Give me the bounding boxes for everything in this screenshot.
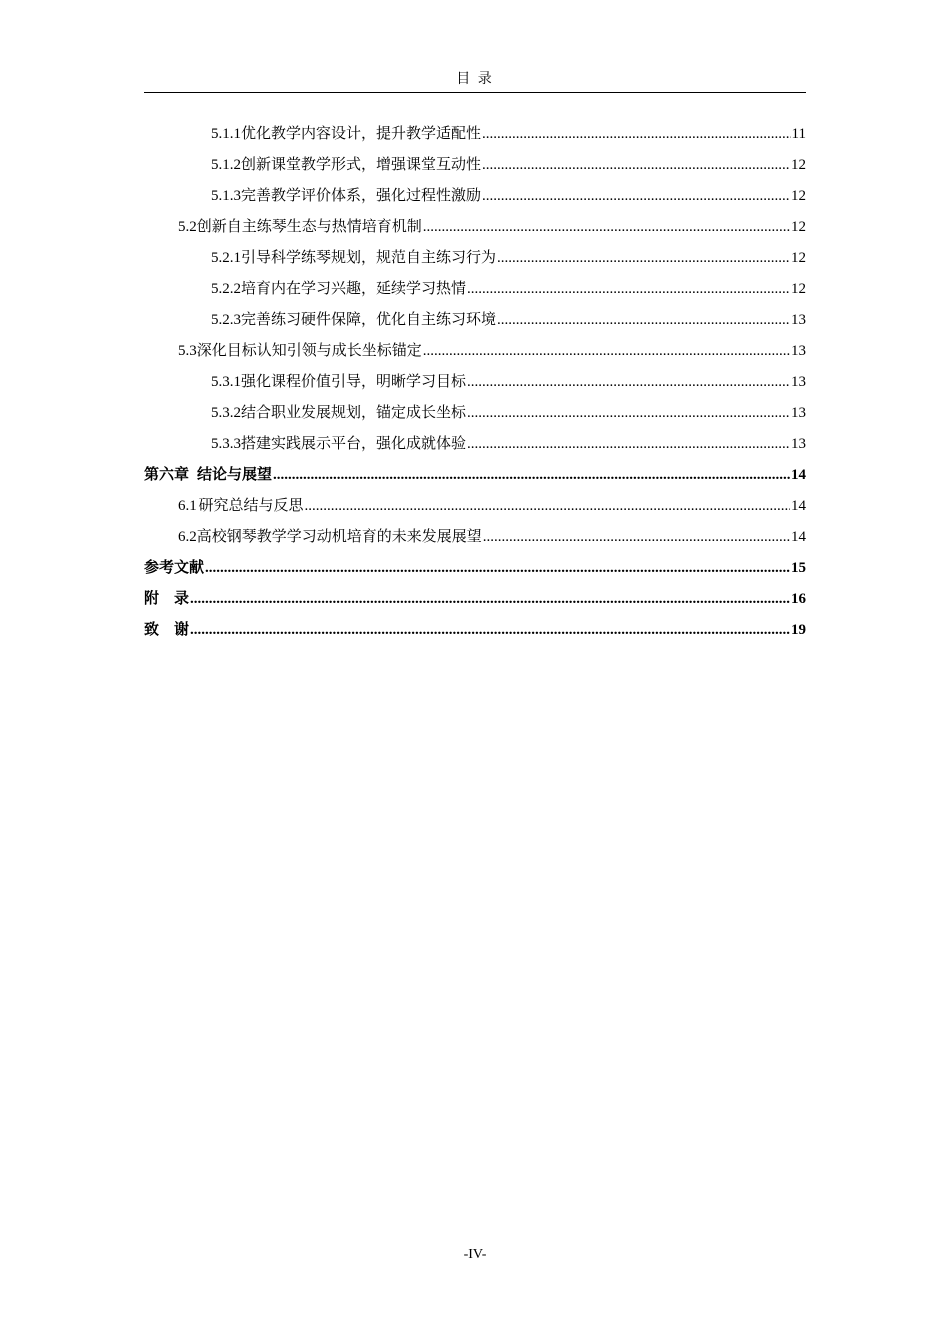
dot-leader	[467, 434, 790, 454]
toc-entry-title: 完善教学评价体系，强化过程性激励	[241, 188, 482, 204]
dot-leader	[205, 558, 790, 578]
toc-entry-page: 13	[791, 312, 806, 328]
toc-entry-appendix[interactable]	[144, 578, 806, 609]
toc-entry[interactable]	[144, 144, 806, 175]
toc-entry[interactable]	[144, 299, 806, 330]
toc-entry-page: 12	[791, 219, 806, 235]
toc-entry[interactable]	[144, 113, 806, 144]
dot-leader	[482, 186, 790, 206]
toc-entry-number: 第六章	[144, 467, 190, 483]
toc-entry-page: 13	[791, 436, 806, 452]
toc-entry-title: 引导科学练琴规划，规范自主练习行为	[241, 250, 497, 266]
toc-entry-page: 13	[791, 374, 806, 390]
toc-entry[interactable]	[144, 175, 806, 206]
dot-leader	[190, 620, 790, 640]
dot-leader	[483, 527, 790, 547]
toc-entry-chapter[interactable]	[144, 454, 806, 485]
toc-entry-page: 13	[791, 405, 806, 421]
dot-leader	[467, 279, 790, 299]
dot-leader	[482, 155, 790, 175]
toc-entry-page: 14	[791, 529, 806, 545]
toc-entry-page: 13	[791, 343, 806, 359]
dot-leader	[467, 403, 790, 423]
dot-leader	[423, 217, 790, 237]
toc-entry-title: 致 谢	[144, 622, 190, 638]
toc-entry-page: 16	[791, 591, 806, 607]
page-header: 目 录	[144, 68, 806, 93]
dot-leader	[497, 310, 790, 330]
page-number: -IV-	[463, 1247, 487, 1262]
toc-entry-title: 研究总结与反思	[198, 498, 304, 514]
toc-entry-number: 6.2	[178, 529, 197, 545]
dot-leader	[423, 341, 790, 361]
toc-entry-number: 5.1.3	[211, 188, 241, 204]
toc-entry-title: 优化教学内容设计，提升教学适配性	[241, 126, 482, 142]
toc-entry-title: 搭建实践展示平台，强化成就体验	[241, 436, 467, 452]
toc-entry[interactable]	[144, 268, 806, 299]
toc-entry-page: 14	[791, 498, 806, 514]
toc-entry-page: 12	[791, 188, 806, 204]
toc-entry-page: 12	[791, 157, 806, 173]
toc-entry-title: 强化课程价值引导，明晰学习目标	[241, 374, 467, 390]
dot-leader	[497, 248, 790, 268]
toc-entry-title: 参考文献	[144, 560, 205, 576]
table-of-contents	[144, 113, 806, 640]
toc-entry-title: 结合职业发展规划，锚定成长坐标	[241, 405, 467, 421]
toc-entry-number: 5.2.1	[211, 250, 241, 266]
toc-entry-page: 19	[791, 622, 806, 638]
dot-leader	[190, 589, 790, 609]
toc-entry-number: 5.1.2	[211, 157, 241, 173]
toc-entry[interactable]	[144, 237, 806, 268]
toc-entry-page: 14	[791, 467, 806, 483]
toc-entry-title: 完善练习硬件保障，优化自主练习环境	[241, 312, 497, 328]
toc-entry-number: 5.3.3	[211, 436, 241, 452]
toc-entry[interactable]	[144, 330, 806, 361]
toc-entry-number: 5.3.1	[211, 374, 241, 390]
toc-entry-page: 12	[791, 250, 806, 266]
toc-entry-title: 深化目标认知引领与成长坐标锚定	[196, 343, 422, 359]
toc-entry[interactable]	[144, 423, 806, 454]
toc-entry-title: 高校钢琴教学学习动机培育的未来发展展望	[196, 529, 482, 545]
dot-leader	[482, 124, 791, 144]
toc-entry-number: 5.2.3	[211, 312, 241, 328]
toc-entry-title: 培育内在学习兴趣，延续学习热情	[241, 281, 467, 297]
toc-entry-number: 5.1.1	[211, 126, 241, 142]
toc-entry-page: 11	[791, 126, 806, 142]
dot-leader	[273, 465, 790, 485]
toc-entry[interactable]	[144, 485, 806, 516]
toc-entry-number: 5.3.2	[211, 405, 241, 421]
toc-entry[interactable]	[144, 361, 806, 392]
toc-entry-title: 创新课堂教学形式，增强课堂互动性	[241, 157, 482, 173]
toc-entry-title: 附 录	[144, 591, 190, 607]
toc-entry[interactable]	[144, 392, 806, 423]
dot-leader	[467, 372, 790, 392]
dot-leader	[305, 496, 790, 516]
toc-entry-number: 5.3	[178, 343, 197, 359]
toc-entry-number: 5.2	[178, 219, 197, 235]
toc-entry-page: 12	[791, 281, 806, 297]
toc-entry-references[interactable]	[144, 547, 806, 578]
toc-entry-title: 结论与展望	[197, 467, 273, 483]
toc-entry-number: 5.2.2	[211, 281, 241, 297]
toc-entry-acknowledgements[interactable]	[144, 609, 806, 640]
toc-entry[interactable]	[144, 516, 806, 547]
toc-entry-page: 15	[791, 560, 806, 576]
toc-entry-title: 创新自主练琴生态与热情培育机制	[196, 219, 422, 235]
toc-entry[interactable]	[144, 206, 806, 237]
toc-entry-number: 6.1	[178, 498, 197, 514]
